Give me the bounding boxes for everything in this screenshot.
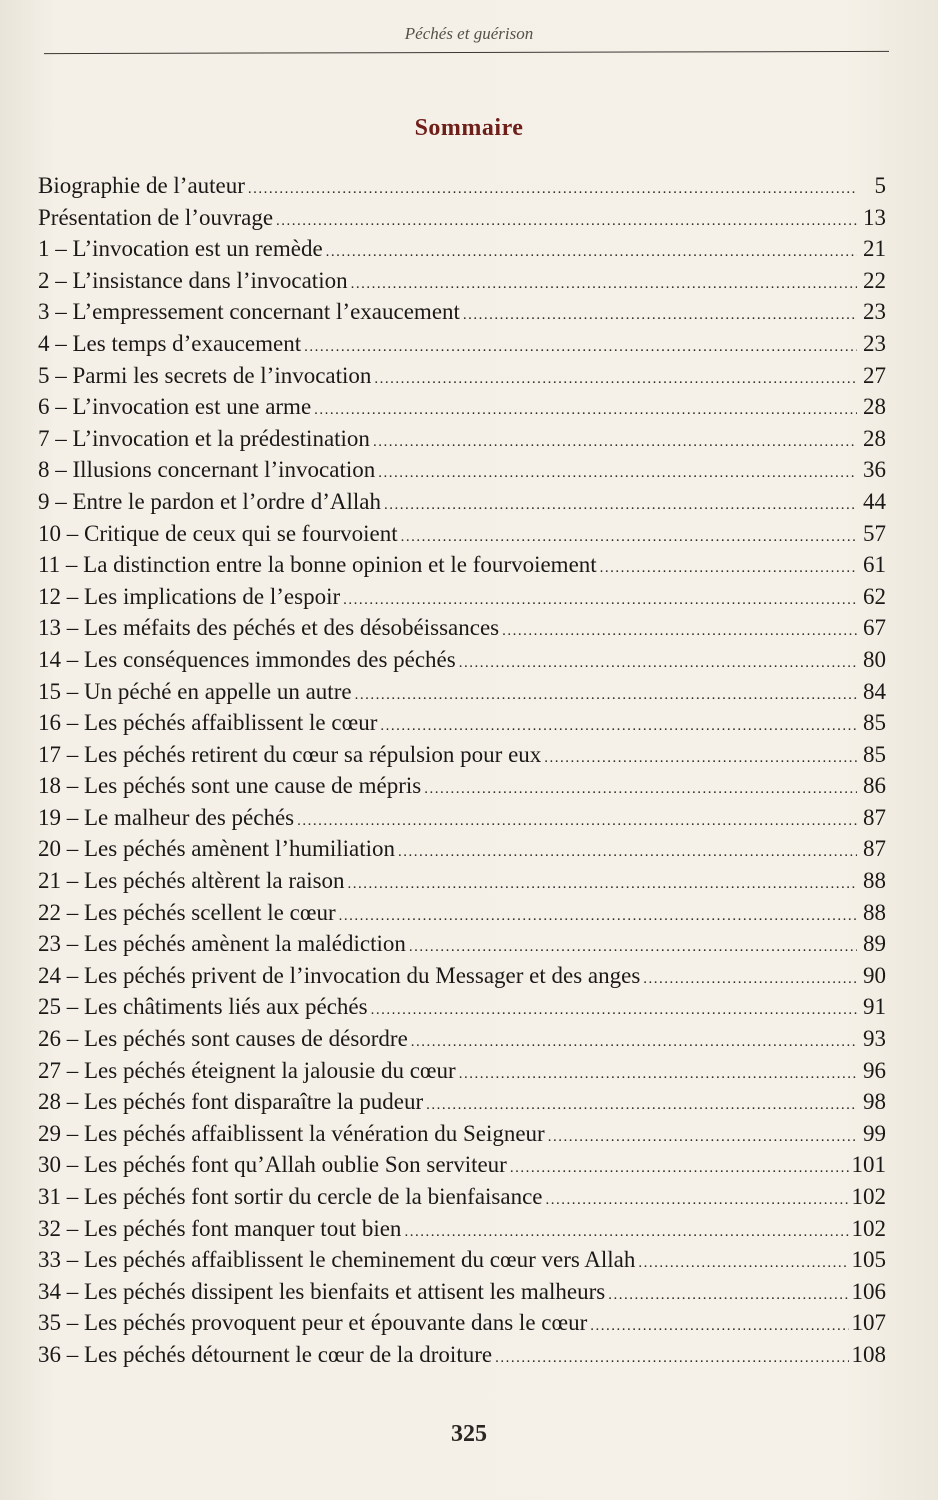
toc-entry bbox=[38, 1213, 886, 1245]
dot-leader bbox=[373, 427, 857, 459]
toc-entry-label: 13 – Les méfaits des péchés et des désobéissances bbox=[38, 615, 500, 641]
toc-entry-label: 36 – Les péchés détournent le cœur de la droiture bbox=[38, 1341, 493, 1367]
toc-entry-page: 44 bbox=[863, 488, 886, 514]
dot-leader bbox=[339, 901, 857, 933]
toc-entry-label: 26 – Les péchés sont causes de désordre bbox=[38, 1026, 408, 1052]
toc-entry-page: 23 bbox=[863, 330, 886, 356]
toc-entry-page: 108 bbox=[851, 1341, 886, 1367]
toc-entry-label: 4 – Les temps d’exaucement bbox=[38, 330, 302, 356]
dot-leader bbox=[459, 1059, 857, 1091]
toc-entry-page: 28 bbox=[863, 394, 886, 420]
dot-leader bbox=[378, 458, 857, 490]
toc-entry-page: 107 bbox=[851, 1310, 886, 1336]
toc-entry-page: 85 bbox=[863, 710, 886, 736]
toc-entry-page: 61 bbox=[863, 552, 886, 578]
dot-leader bbox=[502, 616, 857, 648]
dot-leader bbox=[371, 995, 857, 1027]
toc-entry-label: 3 – L’empressement concernant l’exaucement bbox=[38, 299, 460, 325]
dot-leader bbox=[384, 490, 857, 522]
dot-leader bbox=[638, 1248, 848, 1280]
toc-entry-page: 101 bbox=[851, 1152, 886, 1178]
toc-entry bbox=[38, 233, 886, 265]
toc-entry-page: 13 bbox=[863, 204, 886, 230]
toc-entry-page: 88 bbox=[863, 899, 886, 925]
toc-entry-page: 28 bbox=[863, 425, 886, 451]
toc-entry-page: 102 bbox=[851, 1215, 886, 1241]
toc-entry bbox=[38, 612, 886, 644]
toc-entry-label: 31 – Les péchés font sortir du cercle de la bienfaisance bbox=[38, 1184, 543, 1209]
dot-leader bbox=[459, 648, 857, 680]
toc-entry bbox=[38, 1244, 886, 1276]
toc-entry bbox=[38, 707, 886, 739]
toc-entry-label: 7 – L’invocation et la prédestination bbox=[38, 425, 370, 451]
toc-entry-label: 11 – La distinction entre la bonne opinion et le fourvoiement bbox=[38, 552, 597, 578]
toc-entry-page: 91 bbox=[863, 994, 886, 1020]
toc-entry-page: 21 bbox=[863, 236, 886, 262]
dot-leader bbox=[600, 553, 857, 585]
toc-entry-label: 32 – Les péchés font manquer tout bien bbox=[38, 1215, 402, 1241]
dot-leader bbox=[590, 1311, 848, 1343]
toc-entry-page: 84 bbox=[863, 678, 886, 704]
running-title: Péchés et guérison bbox=[404, 24, 534, 43]
toc-entry-label: 10 – Critique de ceux qui se fourvoient bbox=[38, 520, 398, 546]
toc-entry-label: 17 – Les péchés retirent du cœur sa répulsion pour eux bbox=[38, 741, 542, 767]
toc-entry-label: 27 – Les péchés éteignent la jalousie du cœur bbox=[38, 1057, 456, 1083]
toc-entry bbox=[38, 739, 886, 771]
toc-entry-label: 20 – Les péchés amènent l’humiliation bbox=[38, 836, 396, 862]
toc-entry-label: Présentation de l’ouvrage bbox=[38, 204, 274, 230]
toc-entry bbox=[38, 486, 886, 518]
page-title: Sommaire bbox=[414, 115, 524, 141]
toc-entry bbox=[38, 328, 886, 360]
toc-entry-label: 28 – Les péchés font disparaître la pudeur bbox=[38, 1089, 424, 1115]
toc-entry bbox=[38, 1086, 886, 1118]
toc-entry-page: 90 bbox=[863, 962, 886, 988]
toc-entry-page: 86 bbox=[863, 773, 886, 799]
toc-entry-page: 57 bbox=[863, 520, 886, 546]
toc-entry bbox=[38, 423, 886, 455]
toc-entry-label: Biographie de l’auteur bbox=[38, 173, 245, 198]
dot-leader bbox=[546, 1185, 849, 1217]
toc-entry-page: 102 bbox=[851, 1184, 886, 1209]
toc-entry-label: 24 – Les péchés privent de l’invocation du Messager et des anges bbox=[38, 962, 641, 988]
toc-entry bbox=[38, 1023, 886, 1055]
dot-leader bbox=[424, 774, 857, 806]
dot-leader bbox=[276, 206, 857, 238]
dot-leader bbox=[463, 300, 857, 332]
toc-entry bbox=[38, 802, 886, 834]
toc-entry bbox=[38, 833, 886, 865]
toc-entry bbox=[38, 1149, 886, 1181]
toc-entry bbox=[38, 296, 886, 328]
toc-entry-label: 21 – Les péchés altèrent la raison bbox=[38, 868, 345, 894]
dot-leader bbox=[348, 869, 857, 901]
toc-entry-label: 33 – Les péchés affaiblissent le cheminement du cœur vers Allah bbox=[38, 1247, 636, 1273]
toc-entry-label: 15 – Un péché en appelle un autre bbox=[38, 678, 352, 704]
dot-leader bbox=[643, 964, 857, 996]
toc-entry-label: 29 – Les péchés affaiblissent la vénération du Seigneur bbox=[38, 1120, 545, 1146]
toc-entry bbox=[38, 1055, 886, 1087]
toc-entry bbox=[38, 170, 886, 202]
toc-entry bbox=[38, 770, 886, 802]
toc-entry-label: 6 – L’invocation est une arme bbox=[38, 394, 312, 420]
toc-entry-page: 98 bbox=[863, 1089, 886, 1115]
toc-entry-page: 93 bbox=[863, 1026, 886, 1052]
dot-leader bbox=[314, 395, 857, 427]
page-number: 325 bbox=[451, 1421, 487, 1447]
dot-leader bbox=[608, 1280, 848, 1312]
toc-entry-page: 62 bbox=[863, 583, 886, 609]
toc-entry-page: 88 bbox=[863, 868, 886, 894]
table-of-contents bbox=[38, 170, 886, 1371]
dot-leader bbox=[510, 1153, 849, 1185]
toc-entry-page: 67 bbox=[863, 615, 886, 641]
toc-entry bbox=[38, 549, 886, 581]
toc-entry-page: 36 bbox=[863, 457, 886, 483]
toc-entry-page: 22 bbox=[863, 267, 886, 293]
toc-entry-label: 18 – Les péchés sont une cause de mépris bbox=[38, 773, 422, 799]
toc-entry-label: 9 – Entre le pardon et l’ordre d’Allah bbox=[38, 488, 381, 514]
toc-entry bbox=[38, 1118, 886, 1150]
toc-entry-label: 2 – L’insistance dans l’invocation bbox=[38, 267, 348, 293]
dot-leader bbox=[411, 1027, 857, 1059]
toc-entry-label: 23 – Les péchés amènent la malédiction bbox=[38, 931, 406, 957]
toc-entry-page: 96 bbox=[863, 1057, 886, 1083]
dot-leader bbox=[374, 364, 857, 396]
dot-leader bbox=[304, 332, 857, 364]
toc-entry-label: 34 – Les péchés dissipent les bienfaits et attisent les malheurs bbox=[38, 1278, 606, 1304]
dot-leader bbox=[398, 837, 857, 869]
toc-entry-label: 8 – Illusions concernant l’invocation bbox=[38, 457, 376, 483]
toc-entry bbox=[38, 1276, 886, 1308]
toc-entry bbox=[38, 928, 886, 960]
toc-entry bbox=[38, 865, 886, 897]
dot-leader bbox=[495, 1343, 848, 1375]
toc-entry bbox=[38, 581, 886, 613]
toc-entry-page: 85 bbox=[863, 741, 886, 767]
toc-entry bbox=[38, 265, 886, 297]
toc-entry bbox=[38, 676, 886, 708]
toc-entry-label: 5 – Parmi les secrets de l’invocation bbox=[38, 362, 372, 388]
toc-entry-page: 87 bbox=[863, 804, 886, 830]
dot-leader bbox=[326, 237, 857, 269]
toc-entry-page: 99 bbox=[863, 1120, 886, 1146]
toc-entry bbox=[38, 960, 886, 992]
toc-entry-label: 16 – Les péchés affaiblissent le cœur bbox=[38, 710, 378, 736]
dot-leader bbox=[355, 680, 857, 712]
toc-entry-label: 1 – L’invocation est un remède bbox=[38, 236, 323, 262]
toc-entry bbox=[38, 360, 886, 392]
toc-entry bbox=[38, 1181, 886, 1213]
dot-leader bbox=[544, 743, 857, 775]
header-rule bbox=[44, 51, 889, 54]
toc-entry bbox=[38, 897, 886, 929]
toc-entry bbox=[38, 991, 886, 1023]
toc-entry-page: 5 bbox=[874, 173, 886, 198]
toc-entry-page: 89 bbox=[863, 931, 886, 957]
toc-entry-page: 106 bbox=[851, 1278, 886, 1304]
toc-entry-page: 105 bbox=[851, 1247, 886, 1273]
toc-entry-page: 87 bbox=[863, 836, 886, 862]
dot-leader bbox=[248, 174, 857, 206]
toc-entry-label: 35 – Les péchés provoquent peur et épouvante dans le cœur bbox=[38, 1310, 588, 1336]
toc-entry-label: 12 – Les implications de l’espoir bbox=[38, 583, 341, 609]
toc-entry-page: 23 bbox=[863, 299, 886, 325]
toc-entry-label: 14 – Les conséquences immondes des péchés bbox=[38, 646, 456, 672]
toc-entry bbox=[38, 644, 886, 676]
dot-leader bbox=[548, 1122, 857, 1154]
toc-entry-label: 30 – Les péchés font qu’Allah oublie Son serviteur bbox=[38, 1152, 507, 1178]
toc-entry-label: 25 – Les châtiments liés aux péchés bbox=[38, 994, 368, 1020]
toc-entry-label: 22 – Les péchés scellent le cœur bbox=[38, 899, 336, 925]
toc-entry bbox=[38, 391, 886, 423]
toc-entry bbox=[38, 518, 886, 550]
toc-entry-label: 19 – Le malheur des péchés bbox=[38, 804, 295, 830]
toc-entry bbox=[38, 202, 886, 234]
toc-entry bbox=[38, 454, 886, 486]
toc-entry-page: 80 bbox=[863, 646, 886, 672]
toc-entry-page: 27 bbox=[863, 362, 886, 388]
toc-entry bbox=[38, 1339, 886, 1371]
toc-entry bbox=[38, 1307, 886, 1339]
